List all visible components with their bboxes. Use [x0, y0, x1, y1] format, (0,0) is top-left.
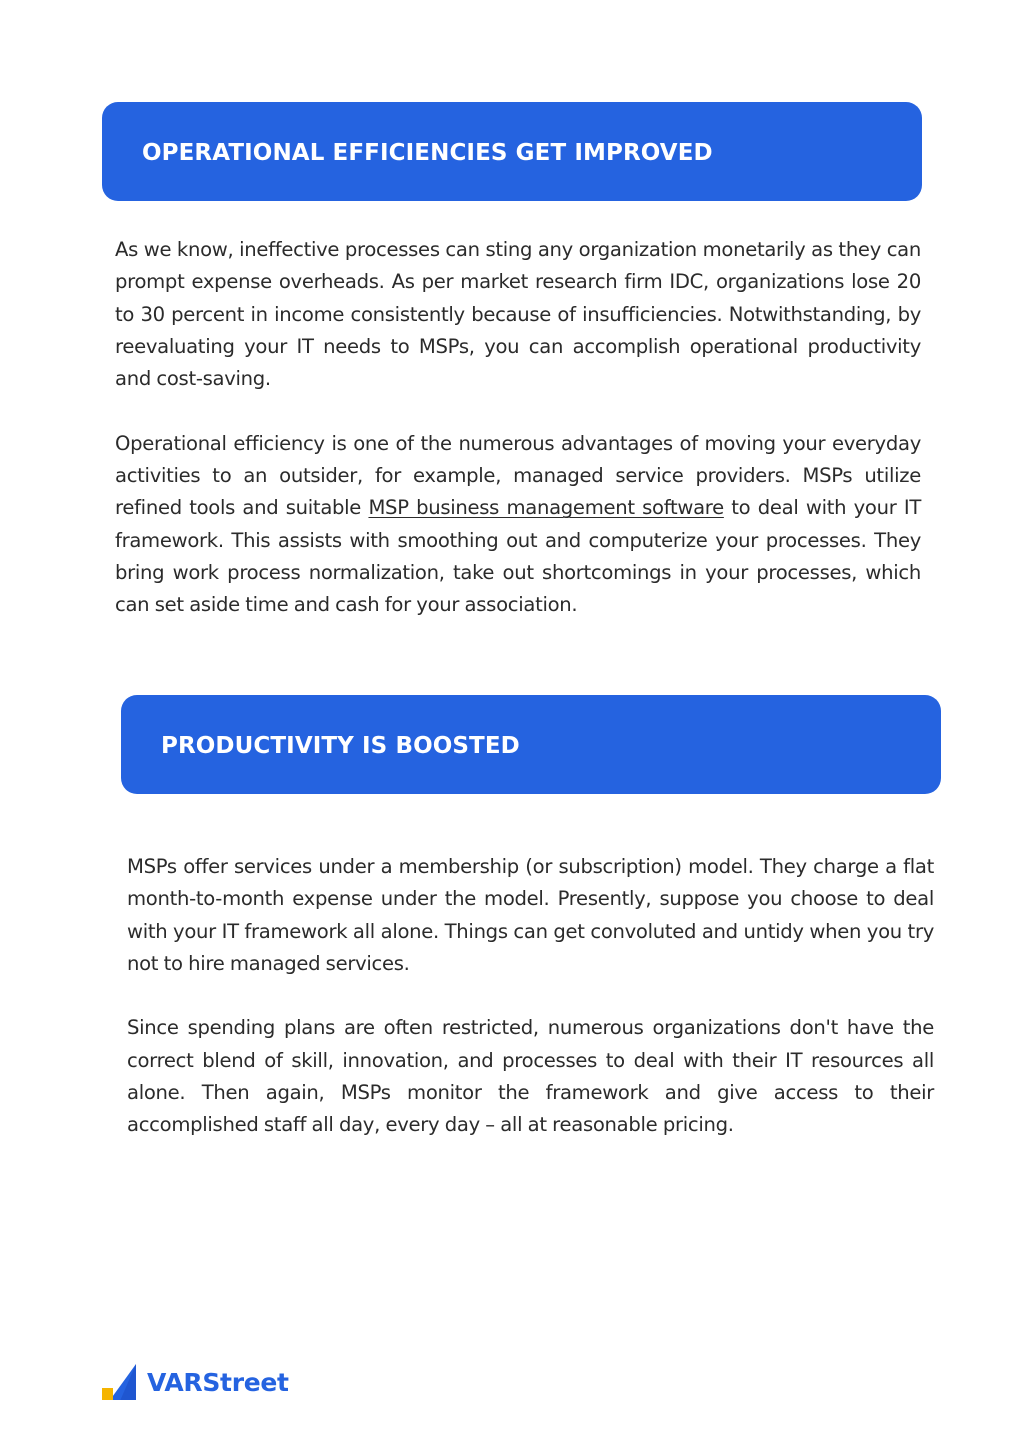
paragraph: Since spending plans are often restricted, numerous organizations don't have the correct blend of skill, innovation, and processes to deal with their IT resources all alone. Then again, MSPs monitor the framework and give access to their accomplished staff all day, every day – all at reasonable pricing.	[127, 1016, 934, 1137]
paragraph	[115, 428, 921, 622]
msp-software-link[interactable]: MSP business management software	[368, 496, 724, 520]
section-body-operational-efficiencies	[115, 234, 921, 622]
section-title: OPERATIONAL EFFICIENCIES GET IMPROVED	[142, 140, 713, 166]
paragraph-text: Operational efficiency is one of the numerous advantages of moving your everyday activities to an outsider, for example, managed service providers. MSPs utilize refined tools and suitable	[115, 431, 921, 520]
section-body-productivity	[127, 851, 934, 1142]
paragraph-text: to deal with your IT framework. This assists with smoothing out and computerize your processes. They bring work process normalization, take out shortcomings in your processes, which can set aside time and cash for your association.	[115, 496, 921, 617]
paragraph: MSPs offer services under a membership (or subscription) model. They charge a flat month-to-month expense under the model. Presently, suppose you choose to deal with your IT framework all alone. Things can get convoluted and untidy when you try not to hire managed services.	[127, 855, 934, 975]
varstreet-logo-icon	[102, 1364, 136, 1400]
paragraph: As we know, ineffective processes can sting any organization monetarily as they can prompt expense overheads. As per market research firm IDC, organizations lose 20 to 30 percent in income consistently because of insufficiencies. Notwithstanding, by reevaluating your IT needs to MSPs, you can accomplish operational productivity and cost-saving.	[115, 238, 921, 391]
brand-name: VARStreet	[147, 1367, 289, 1397]
section-title: PRODUCTIVITY IS BOOSTED	[161, 733, 520, 759]
section-header-operational-efficiencies	[102, 102, 922, 201]
brand-logo	[102, 1364, 289, 1400]
section-header-productivity	[121, 695, 941, 794]
